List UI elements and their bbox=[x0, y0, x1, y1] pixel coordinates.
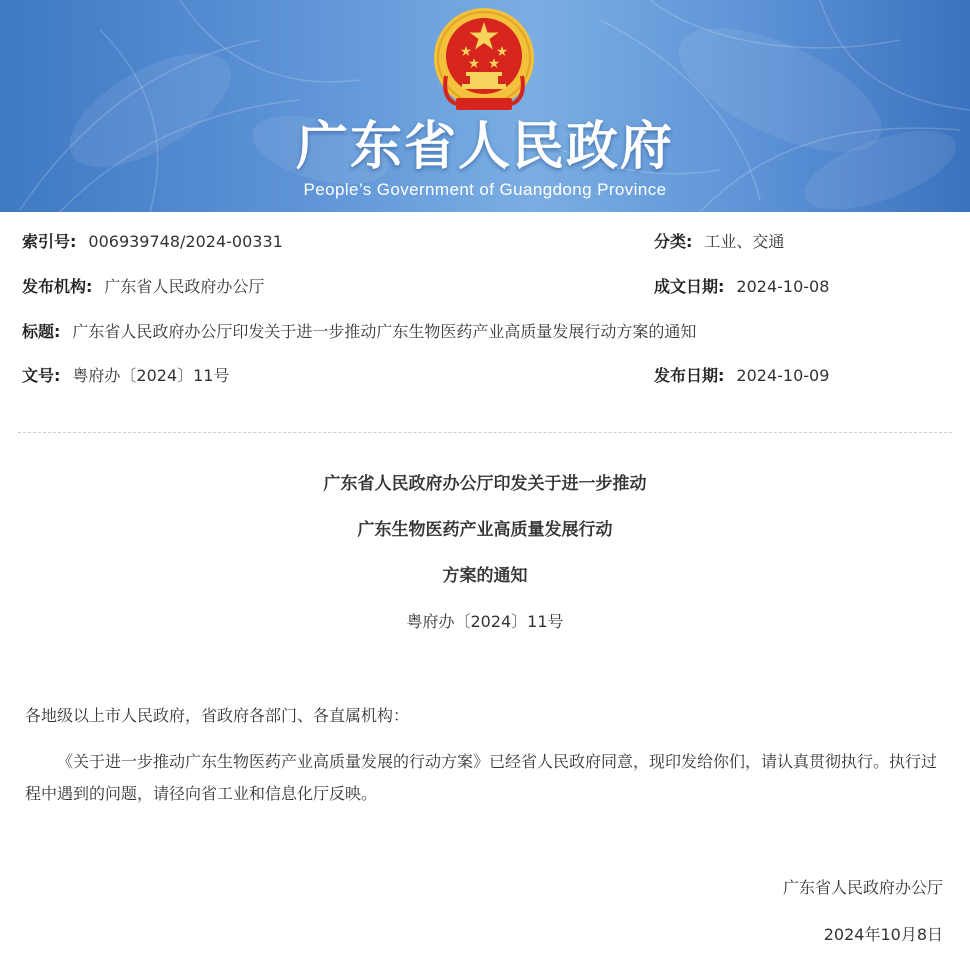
meta-issuer bbox=[22, 275, 264, 299]
salutation: 各地级以上市人民政府，省政府各部门、各直属机构： bbox=[25, 706, 410, 725]
meta-written-date-value: 2024-10-08 bbox=[736, 277, 830, 296]
meta-written-date bbox=[654, 275, 829, 299]
meta-category bbox=[654, 230, 784, 254]
document-number: 粤府办〔2024〕11号 bbox=[406, 612, 564, 631]
document-title-line-3: 方案的通知 bbox=[442, 566, 528, 586]
meta-publish-date bbox=[654, 364, 829, 388]
meta-written-date-label: 成文日期: bbox=[654, 277, 725, 296]
meta-title-value: 广东省人民政府办公厅印发关于进一步推动广东生物医药产业高质量发展行动方案的通知 bbox=[72, 322, 697, 341]
document-title-line-1: 广东省人民政府办公厅印发关于进一步推动 bbox=[323, 474, 647, 494]
meta-index bbox=[22, 230, 283, 254]
meta-index-label: 索引号: bbox=[22, 232, 77, 251]
site-subtitle: People’s Government of Guangdong Province bbox=[303, 180, 667, 199]
document-title-line-2: 广东生物医药产业高质量发展行动 bbox=[357, 520, 613, 540]
site-header-banner bbox=[0, 0, 970, 212]
document-date: 2024年10月8日 bbox=[823, 925, 943, 944]
meta-doc-no-label: 文号: bbox=[22, 366, 61, 385]
divider bbox=[18, 432, 952, 433]
meta-publish-date-label: 发布日期: bbox=[654, 366, 725, 385]
site-title: 广东省人民政府 bbox=[295, 117, 674, 177]
body-paragraph: 《关于进一步推动广东生物医药产业高质量发展的行动方案》已经省人民政府同意，现印发给你们，请认真贯彻执行。执行过程中遇到的问题，请径向省工业和信息化厅反映。 bbox=[25, 752, 938, 803]
meta-doc-no-value: 粤府办〔2024〕11号 bbox=[72, 366, 230, 385]
meta-doc-no bbox=[22, 364, 230, 388]
meta-title bbox=[22, 320, 696, 344]
meta-category-label: 分类: bbox=[654, 232, 693, 251]
meta-category-value: 工业、交通 bbox=[704, 232, 785, 251]
meta-issuer-label: 发布机构: bbox=[22, 277, 93, 296]
signature: 广东省人民政府办公厅 bbox=[782, 878, 943, 897]
meta-index-value: 006939748/2024-00331 bbox=[88, 232, 283, 251]
national-emblem-icon bbox=[432, 6, 536, 112]
meta-issuer-value: 广东省人民政府办公厅 bbox=[104, 277, 265, 296]
meta-title-label: 标题: bbox=[22, 322, 61, 341]
meta-publish-date-value: 2024-10-09 bbox=[736, 366, 830, 385]
